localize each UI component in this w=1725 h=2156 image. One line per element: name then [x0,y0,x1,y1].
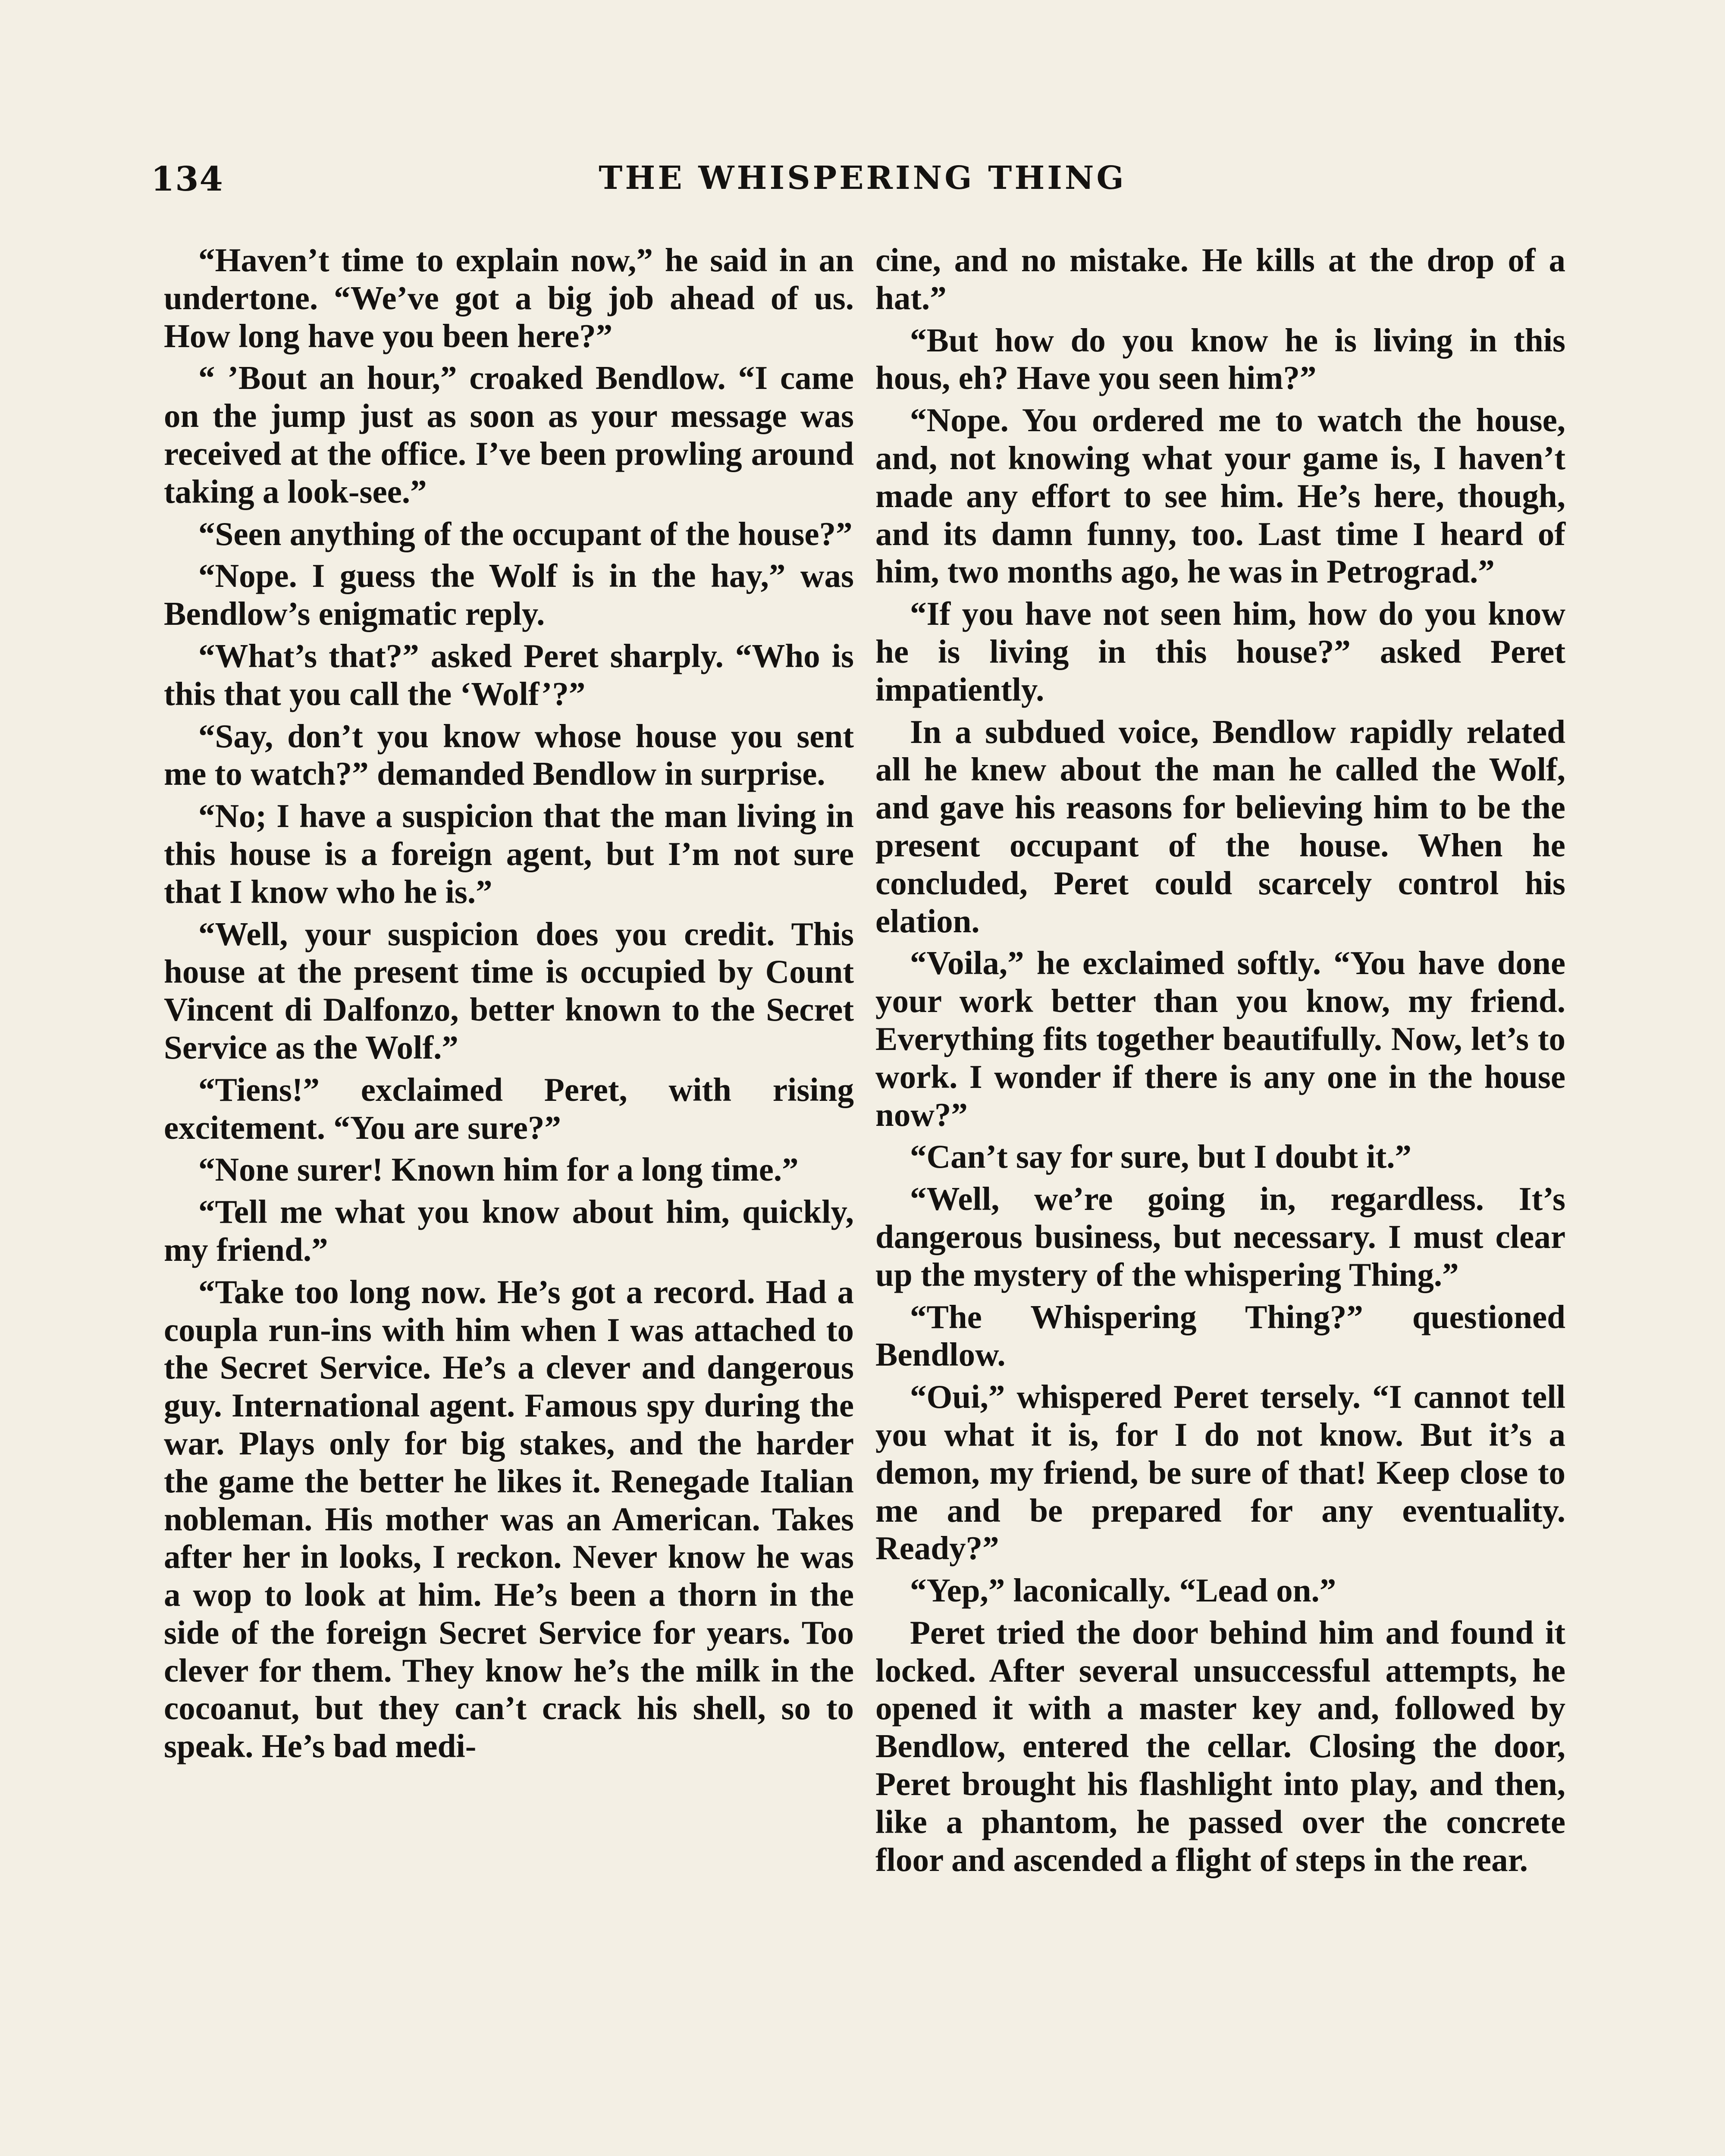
paragraph: “What’s that?” asked Peret sharply. “Who is this that you call the ‘Wolf’?” [164,637,854,712]
paragraph: “Nope. I guess the Wolf is in the hay,” was Bendlow’s enigmatic reply. [164,557,854,633]
paragraph: “Tell me what you know about him, quickly, my friend.” [164,1193,854,1268]
paragraph: “No; I have a suspicion that the man living in this house is a foreign agent, but I’m not sure that I know who he is.” [164,797,854,910]
running-title: THE WHISPERING THING [599,160,1126,197]
paragraph: “Nope. You ordered me to watch the house, and, not knowing what your game is, I haven’t made any effort to see him. He’s here, though, and its damn funny, too. Last time I heard of him, two months ago, he was in Petrograd.” [875,401,1565,590]
paragraph: “Say, don’t you know whose house you sent me to watch?” demanded Bendlow in surprise. [164,717,854,793]
paragraph: “The Whispering Thing?” questioned Bendlow. [875,1298,1565,1373]
page-number: 134 [151,160,224,199]
paragraph: “Tiens!” exclaimed Peret, with rising excitement. “You are sure?” [164,1071,854,1146]
paragraph: “If you have not seen him, how do you know he is living in this house?” asked Peret impatiently. [875,595,1565,708]
paragraph: “Can’t say for sure, but I doubt it.” [910,1138,1412,1175]
paragraph: “ ’Bout an hour,” croaked Bendlow. “I came on the jump just as soon as your message was received at the office. I’ve been prowling around taking a look-see.” [164,359,854,510]
left-column [164,241,854,1770]
paragraph: “Seen anything of the occupant of the house?” [198,515,853,552]
paragraph-continued: cine, and no mistake. He kills at the drop of a hat.” [875,241,1565,317]
paragraph: “Voila,” he exclaimed softly. “You have done your work better than you know, my friend. Everything fits together beautifully. Now, let’s to work. I wonder if there is any one in the house now?” [875,944,1565,1133]
paragraph: “Take too long now. He’s got a record. Had a coupla run-ins with him when I was attached to the Secret Service. He’s a clever and dangerous guy. International agent. Famous spy during the war. Plays only for big stakes, and the harder the game the better he likes it. Renegade Italian nobleman. His mother was an American. Takes after her in looks, I reckon. Never know he was a wop to look at him. He’s been a thorn in the side of the foreign Secret Service for years. Too clever for them. They know he’s the milk in the cocoanut, but they can’t crack his shell, so to speak. He’s bad medi- [164,1273,854,1765]
paragraph: “But how do you know he is living in this hous, eh? Have you seen him?” [875,321,1565,397]
paragraph: In a subdued voice, Bendlow rapidly related all he knew about the man he called the Wolf, and gave his reasons for believing him to be the present occupant of the house. When he concluded, Peret could scarcely control his elation. [875,713,1565,940]
paragraph: “Well, your suspicion does you credit. This house at the present time is occupied by Count Vincent di Dalfonzo, better known to the Secret Service as the Wolf.” [164,915,854,1066]
running-head [151,160,1574,207]
right-column [875,241,1565,1883]
paragraph: “None surer! Known him for a long time.” [198,1151,799,1188]
paragraph: “Yep,” laconically. “Lead on.” [910,1572,1336,1609]
paragraph: “Haven’t time to explain now,” he said in an undertone. “We’ve got a big job ahead of us. How long have you been here?” [164,241,854,354]
paragraph: Peret tried the door behind him and found it locked. After several unsuccessful attempts, he opened it with a master key and, followed by Bendlow, entered the cellar. Closing the door, Peret brought his flashlight into play, and then, like a phantom, he passed over the concrete floor and ascended a flight of steps in the rear. [875,1614,1565,1878]
paragraph: “Oui,” whispered Peret tersely. “I cannot tell you what it is, for I do not know. But it’s a demon, my friend, be sure of that! Keep close to me and be prepared for any eventuality. Ready?” [875,1378,1565,1567]
paragraph: “Well, we’re going in, regardless. It’s dangerous business, but necessary. I must clear up the mystery of the whispering Thing.” [875,1180,1565,1293]
